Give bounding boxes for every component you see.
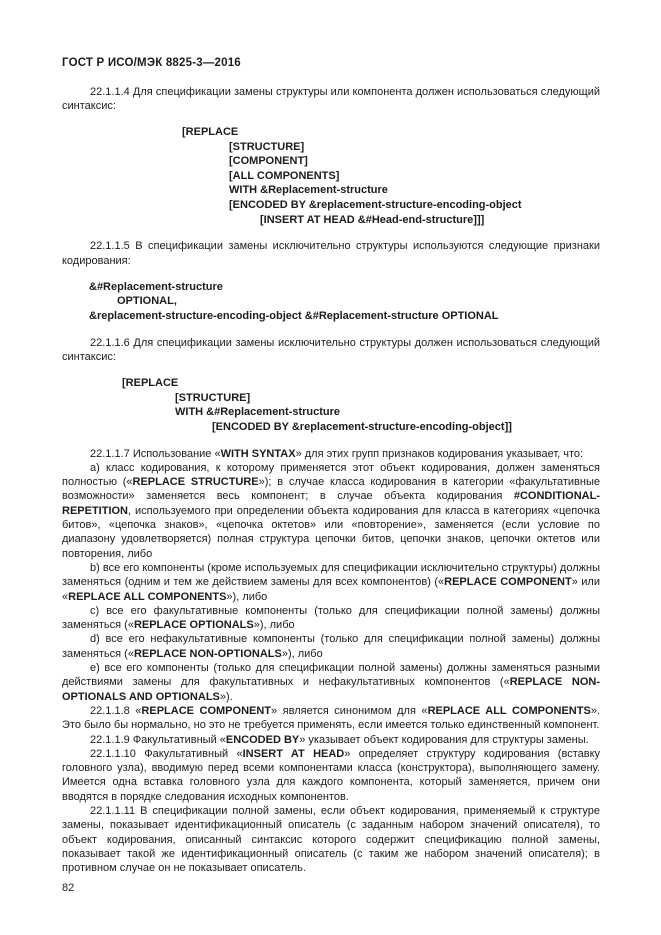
syntax-line: OPTIONAL, <box>117 295 177 308</box>
syntax-block <box>62 125 600 227</box>
body-text: »), либо <box>226 590 268 603</box>
paragraph <box>62 632 600 661</box>
keyword-text: INSERT AT HEAD <box>242 747 345 760</box>
keyword-text: REPLACE OPTIONALS <box>133 619 254 632</box>
body-text: 22.1.1.9 Факультативный « <box>90 733 226 746</box>
syntax-line: &replacement-structure-encoding-object &#Replacement-structure OPTIONAL <box>89 310 499 323</box>
body-text: »), либо <box>253 619 295 632</box>
keyword-text: REPLACE ALL COMPONENTS <box>68 590 227 603</box>
keyword-text: REPLACE NON-OPTIONALS AND OPTIONALS <box>62 676 600 703</box>
paragraph <box>62 239 600 268</box>
syntax-line: [INSERT AT HEAD &#Head-end-structure]]] <box>260 213 485 226</box>
keyword-text: REPLACE COMPONENT <box>141 704 272 717</box>
keyword-text: WITH SYNTAX <box>220 447 296 460</box>
body-text: d) все его нефакультативные компоненты (только для спецификации полной замены) должны заменяться (« <box>62 633 600 660</box>
body-text: b) все его компоненты (кроме используемых для спецификации исключительно структуры) должны заменяться (одним и тем же действием замены для всех компонентов) (« <box>62 561 600 589</box>
syntax-line: [COMPONENT] <box>229 155 308 168</box>
body-text: a) класс кодирования, к которому применяется этот объект кодирования, должен заменяться полностью (« <box>62 461 600 489</box>
body-text: »); в случае класса кодирования в категории «факультативные возможности» заменяется весь компонент; в случае объекта кодирования <box>62 476 600 503</box>
body-text: 22.1.1.8 « <box>90 704 142 717</box>
body-text: 22.1.1.6 Для спецификации замены исключительно структуры должен использоваться следующий синтаксис: <box>62 336 600 363</box>
keyword-text: #CONDITIONAL-REPETITION <box>62 490 600 517</box>
paragraph <box>62 704 600 733</box>
body-text: c) все его факультативные компоненты (только для спецификации полной замены) должны заменяться (« <box>62 604 600 632</box>
syntax-line: [STRUCTURE] <box>229 140 305 153</box>
paragraph <box>62 661 600 704</box>
body-text: » указывает объект кодирования для структуры замены. <box>299 733 589 746</box>
body-text: 22.1.1.11 В спецификации полной замены, если объект кодирования, применяемый к структуре замены, показывает идентификационный описатель (с заданным набором значений описателя), то объект кодирования, описанный синтаксис которого содержит спецификацию полной замены, показывает такой же идентификационный описатель (с таким же набором значений описателя); в противном случае он не показывает описатель. <box>62 805 600 875</box>
keyword-text: REPLACE ALL COMPONENTS <box>427 704 591 717</box>
document-body <box>62 85 600 876</box>
body-text: e) все его компоненты (только для спецификации полной замены) должны заменяться разными действиями замены для факультативных и нефакультативных компонентов (« <box>62 662 600 689</box>
body-text: ». Это было бы нормально, но это не требуется применять, если имеется только единственный компонент. <box>62 704 600 732</box>
syntax-line: WITH &#Replacement-structure <box>175 406 341 419</box>
paragraph <box>62 747 600 804</box>
paragraph <box>62 85 600 114</box>
syntax-line: [ENCODED BY &replacement-structure-encoding-object <box>229 199 522 212</box>
body-text: 22.1.1.5 В спецификации замены исключительно структуры используются следующие признаки кодирования: <box>62 240 600 267</box>
paragraph <box>62 461 600 561</box>
keyword-text: REPLACE STRUCTURE <box>132 476 259 489</box>
body-text: 22.1.1.7 Использование « <box>90 447 221 460</box>
body-text: , используемого при определении объекта кодирования для класса в категориях «цепочка битов», «цепочка знаков», «цепочка октетов» или «повторение», заменяется (если условие по диапазону удовлетворяется) полная структура цепочки битов, цепочки знаков, цепочки октетов или повторения, либо <box>62 504 600 560</box>
syntax-line: [REPLACE <box>182 126 239 139</box>
paragraph <box>62 604 600 633</box>
paragraph <box>62 561 600 604</box>
body-text: » является синонимом для « <box>271 704 428 717</box>
keyword-text: ENCODED BY <box>225 733 300 746</box>
syntax-line: [REPLACE <box>122 377 179 390</box>
syntax-line: [STRUCTURE] <box>175 391 251 404</box>
keyword-text: REPLACE COMPONENT <box>444 576 572 589</box>
keyword-text: REPLACE NON-OPTIONALS <box>133 647 282 660</box>
syntax-block <box>62 376 600 434</box>
body-text: » или « <box>62 576 600 603</box>
syntax-line: WITH &Replacement-structure <box>229 184 388 197</box>
syntax-line: &#Replacement-structure <box>89 280 223 293</box>
body-text: 22.1.1.10 Факультативный « <box>90 747 243 760</box>
paragraph <box>62 804 600 875</box>
body-text: »), либо <box>281 647 323 660</box>
paragraph <box>62 336 600 365</box>
paragraph <box>62 447 600 461</box>
body-text: 22.1.1.4 Для спецификации замены структуры или компонента должен использоваться следующий синтаксис: <box>62 85 600 112</box>
body-text: » для этих групп признаков кодирования указывает, что: <box>295 447 584 460</box>
body-text: » определяет структуру кодирования (вставку головного узла), вводимую перед всеми компонентами класса (конструктора), выполняющего замену. Имеется одна вставка головного узла для каждого компонента, который заменяется, причем они вводятся в порядке следования исходных компонентов. <box>62 747 601 803</box>
page-number: 82 <box>62 881 75 894</box>
paragraph <box>62 733 600 747</box>
body-text: »). <box>219 690 233 703</box>
document-header: ГОСТ Р ИСО/МЭК 8825-3—2016 <box>62 57 241 69</box>
syntax-block <box>62 280 600 324</box>
syntax-line: [ALL COMPONENTS] <box>229 169 340 182</box>
syntax-line: [ENCODED BY &replacement-structure-encoding-object]] <box>212 421 512 433</box>
